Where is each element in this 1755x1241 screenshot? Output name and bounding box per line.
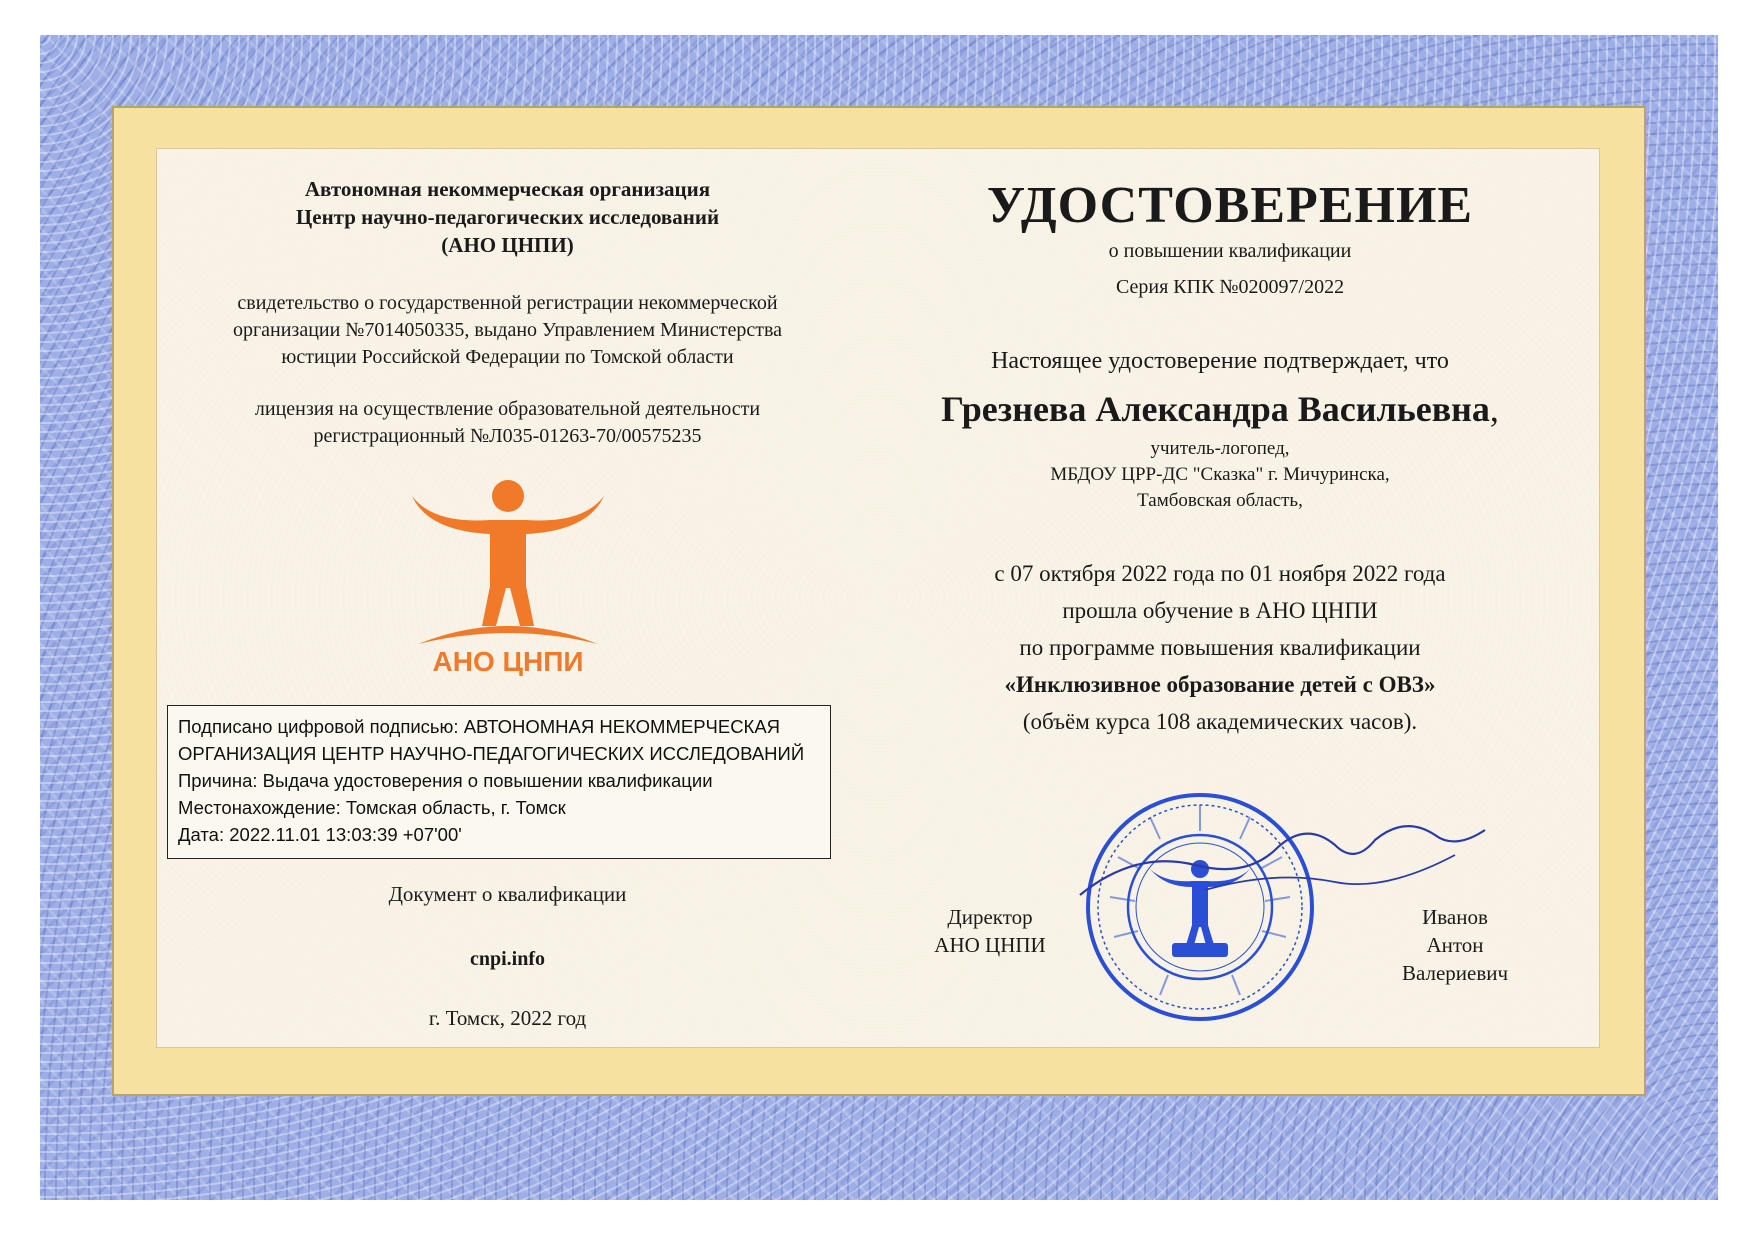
training-period: с 07 октября 2022 года по 01 ноября 2022 года — [994, 561, 1446, 586]
digital-signature-box — [167, 705, 831, 859]
signature-line-3: Причина: Выдача удостоверения о повышении квалификации — [178, 770, 713, 791]
director-title-line-1: Директор — [947, 905, 1033, 929]
confirmation-text: Настоящее удостоверение подтверждает, что — [991, 348, 1449, 374]
certificate-title: УДОСТОВЕРЕНИЕ — [986, 177, 1474, 234]
reg-line-2: организации №7014050335, выдано Управлением Министерства — [232, 319, 783, 341]
director-first-name: Антон — [1426, 933, 1484, 957]
reg-line-1: свидетельство о государственной регистрации некоммерческой — [237, 292, 778, 314]
reg-line-3: юстиции Российской Федерации по Томской области — [281, 346, 734, 368]
director-title-line-2: АНО ЦНПИ — [934, 933, 1046, 957]
director-surname: Иванов — [1422, 905, 1488, 929]
program-intro: по программе повышения квалификации — [1019, 635, 1421, 660]
signature-line-5: Дата: 2022.11.01 13:03:39 +07'00' — [178, 824, 462, 845]
holder-region: Тамбовская область, — [1137, 490, 1303, 511]
certificate-series: Серия КПК №020097/2022 — [1115, 276, 1345, 298]
training-details — [860, 555, 1580, 740]
holder-workplace: МБДОУ ЦРР-ДС "Сказка" г. Мичуринска, — [1050, 464, 1390, 485]
signature-line-2: ОРГАНИЗАЦИЯ ЦЕНТР НАУЧНО-ПЕДАГОГИЧЕСКИХ ИССЛЕДОВАНИЙ — [178, 743, 805, 764]
signature-line-4: Местонахождение: Томская область, г. Томск — [178, 797, 566, 818]
holder-name — [860, 387, 1580, 431]
license-line-2: регистрационный №Л035-01263-70/00575235 — [313, 425, 702, 447]
person-arms-raised-icon — [412, 480, 604, 644]
license-line-1: лицензия на осуществление образовательной деятельности — [254, 398, 761, 420]
holder-position: учитель-логопед, — [1150, 438, 1290, 459]
organization-name — [175, 175, 840, 259]
training-provider: прошла обучение в АНО ЦНПИ — [1062, 598, 1378, 623]
holder-full-name: Грезнева Александра Васильевна — [941, 389, 1490, 429]
license-info — [175, 396, 840, 450]
registration-info — [175, 290, 840, 371]
logo-text: АНО ЦНПИ — [432, 646, 584, 676]
city-year: г. Томск, 2022 год — [428, 1006, 587, 1030]
holder-name-comma: , — [1489, 389, 1499, 429]
ano-cnpi-logo — [398, 476, 618, 676]
director-name — [1355, 903, 1555, 987]
signature-line-1: Подписано цифровой подписью: АВТОНОМНАЯ НЕКОММЕРЧЕСКАЯ — [178, 716, 781, 737]
course-hours: (объём курса 108 академических часов). — [1022, 709, 1418, 734]
website-label: cnpi.info — [469, 948, 546, 970]
org-line-3: (АНО ЦНПИ) — [441, 233, 574, 257]
certificate-subtitle: о повышении квалификации — [1108, 240, 1352, 262]
holder-position-block — [860, 436, 1580, 514]
director-title — [890, 903, 1090, 959]
program-name: «Инклюзивное образование детей с ОВЗ» — [1004, 672, 1436, 697]
org-line-2: Центр научно-педагогических исследований — [295, 205, 720, 229]
document-type: Документ о квалификации — [388, 882, 627, 906]
director-patronymic: Валериевич — [1401, 961, 1509, 985]
org-line-1: Автономная некоммерческая организация — [304, 177, 711, 201]
